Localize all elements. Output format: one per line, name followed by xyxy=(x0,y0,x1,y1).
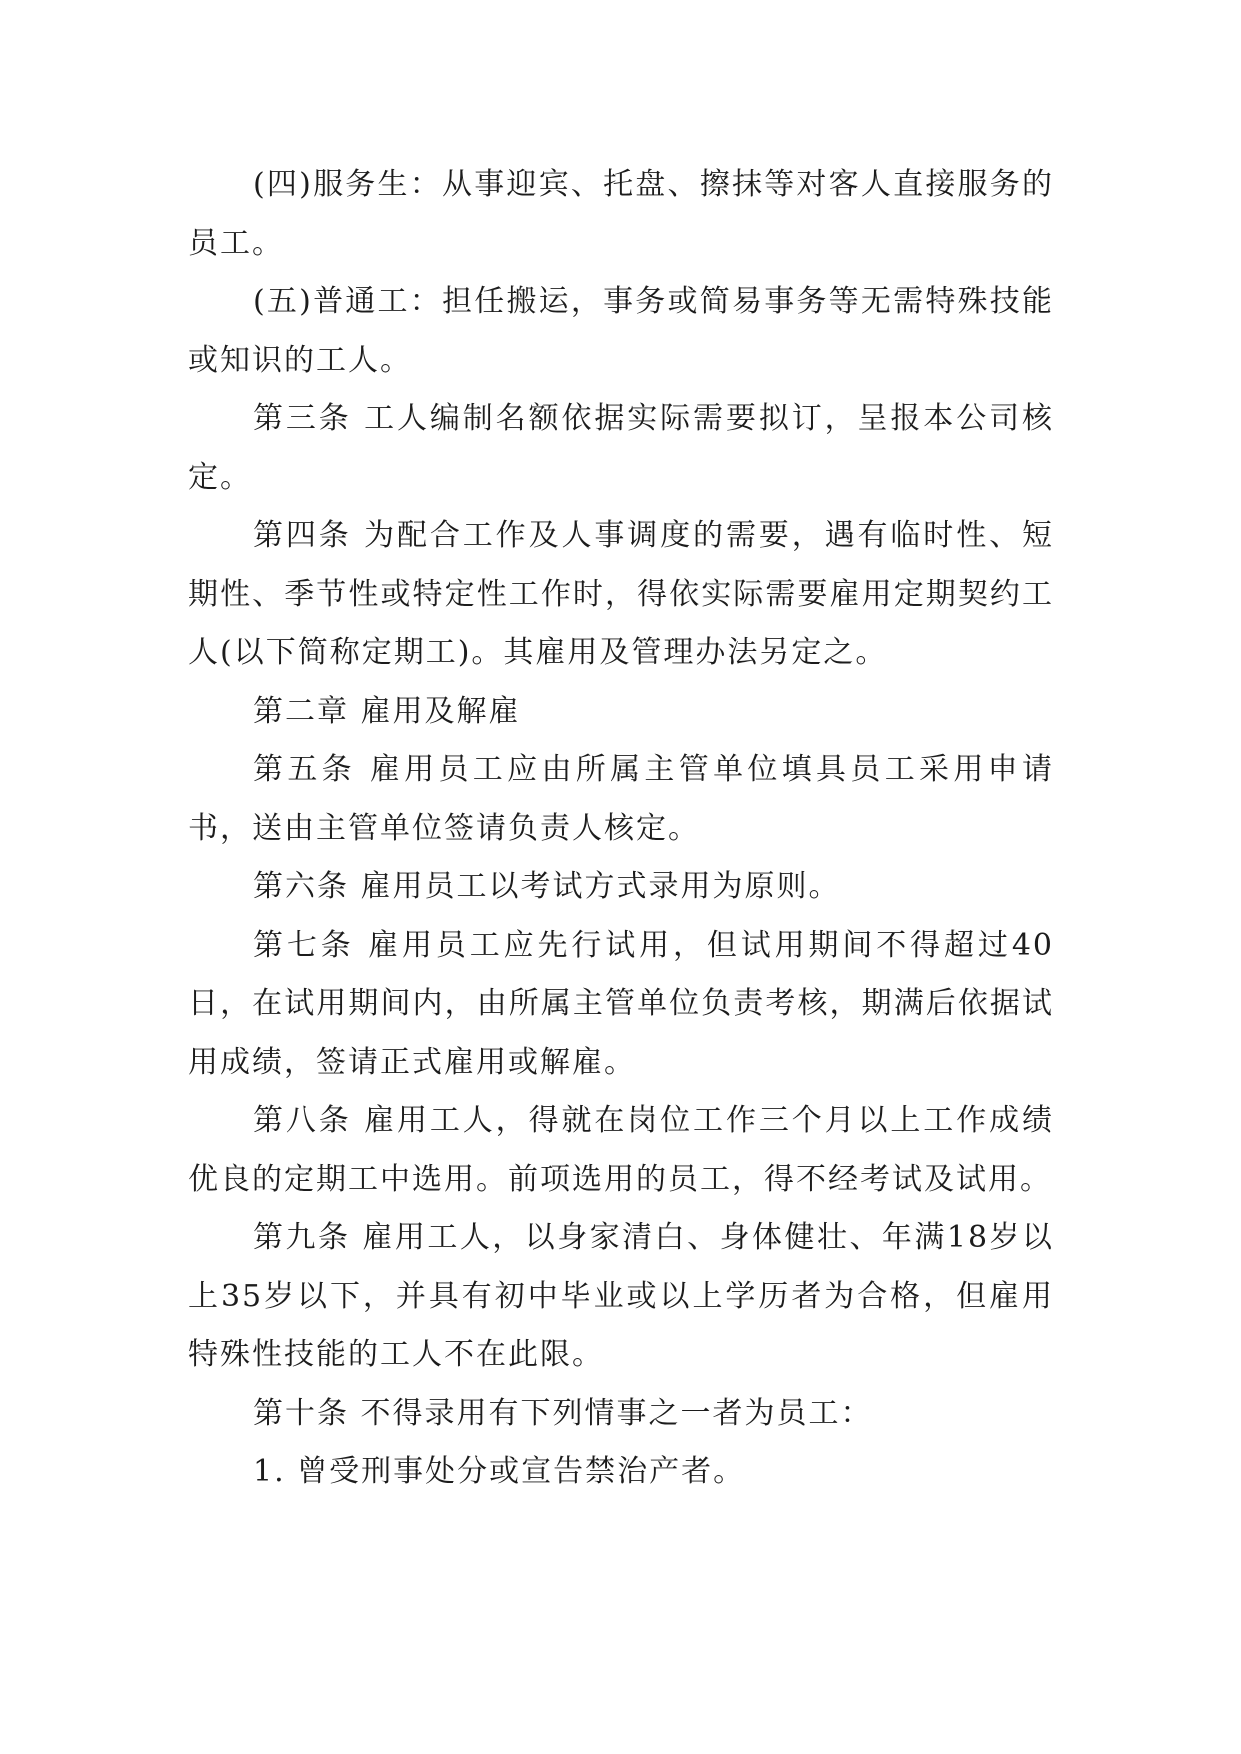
paragraph-article-5: 第五条 雇用员工应由所属主管单位填具员工采用申请书，送由主管单位签请负责人核定。 xyxy=(188,752,1054,846)
paragraph-article-10: 第十条 不得录用有下列情事之一者为员工： xyxy=(253,1395,873,1431)
paragraph-article-8: 第八条 雇用工人，得就在岗位工作三个月以上工作成绩优良的定期工中选用。前项选用的员工，得不经考试及试用。 xyxy=(188,1103,1054,1197)
document-body xyxy=(188,156,1054,1502)
paragraph-article-4: 第四条 为配合工作及人事调度的需要，遇有临时性、短期性、季节性或特定性工作时，得依实际需要雇用定期契约工人(以下简称定期工)。其雇用及管理办法另定之。 xyxy=(188,518,1054,670)
paragraph-article-7: 第七条 雇用员工应先行试用，但试用期间不得超过40日，在试用期间内，由所属主管单位负责考核，期满后依据试用成绩，签请正式雇用或解雇。 xyxy=(188,927,1054,1080)
paragraph-general-worker-definition: (五)普通工：担任搬运，事务或简易事务等无需特殊技能或知识的工人。 xyxy=(188,284,1054,378)
list-item-1: 1. 曾受刑事处分或宣告禁治产者。 xyxy=(253,1454,746,1489)
paragraph-waiter-definition: (四)服务生：从事迎宾、托盘、擦抹等对客人直接服务的员工。 xyxy=(188,167,1054,261)
chapter-heading: 第二章 雇用及解雇 xyxy=(253,693,521,729)
paragraph-article-3: 第三条 工人编制名额依据实际需要拟订，呈报本公司核定。 xyxy=(188,401,1054,495)
paragraph-article-6: 第六条 雇用员工以考试方式录用为原则。 xyxy=(253,869,841,904)
paragraph-article-9: 第九条 雇用工人，以身家清白、身体健壮、年满18岁以上35岁以下，并具有初中毕业或以上学历者为合格，但雇用特殊性技能的工人不在此限。 xyxy=(188,1220,1054,1372)
